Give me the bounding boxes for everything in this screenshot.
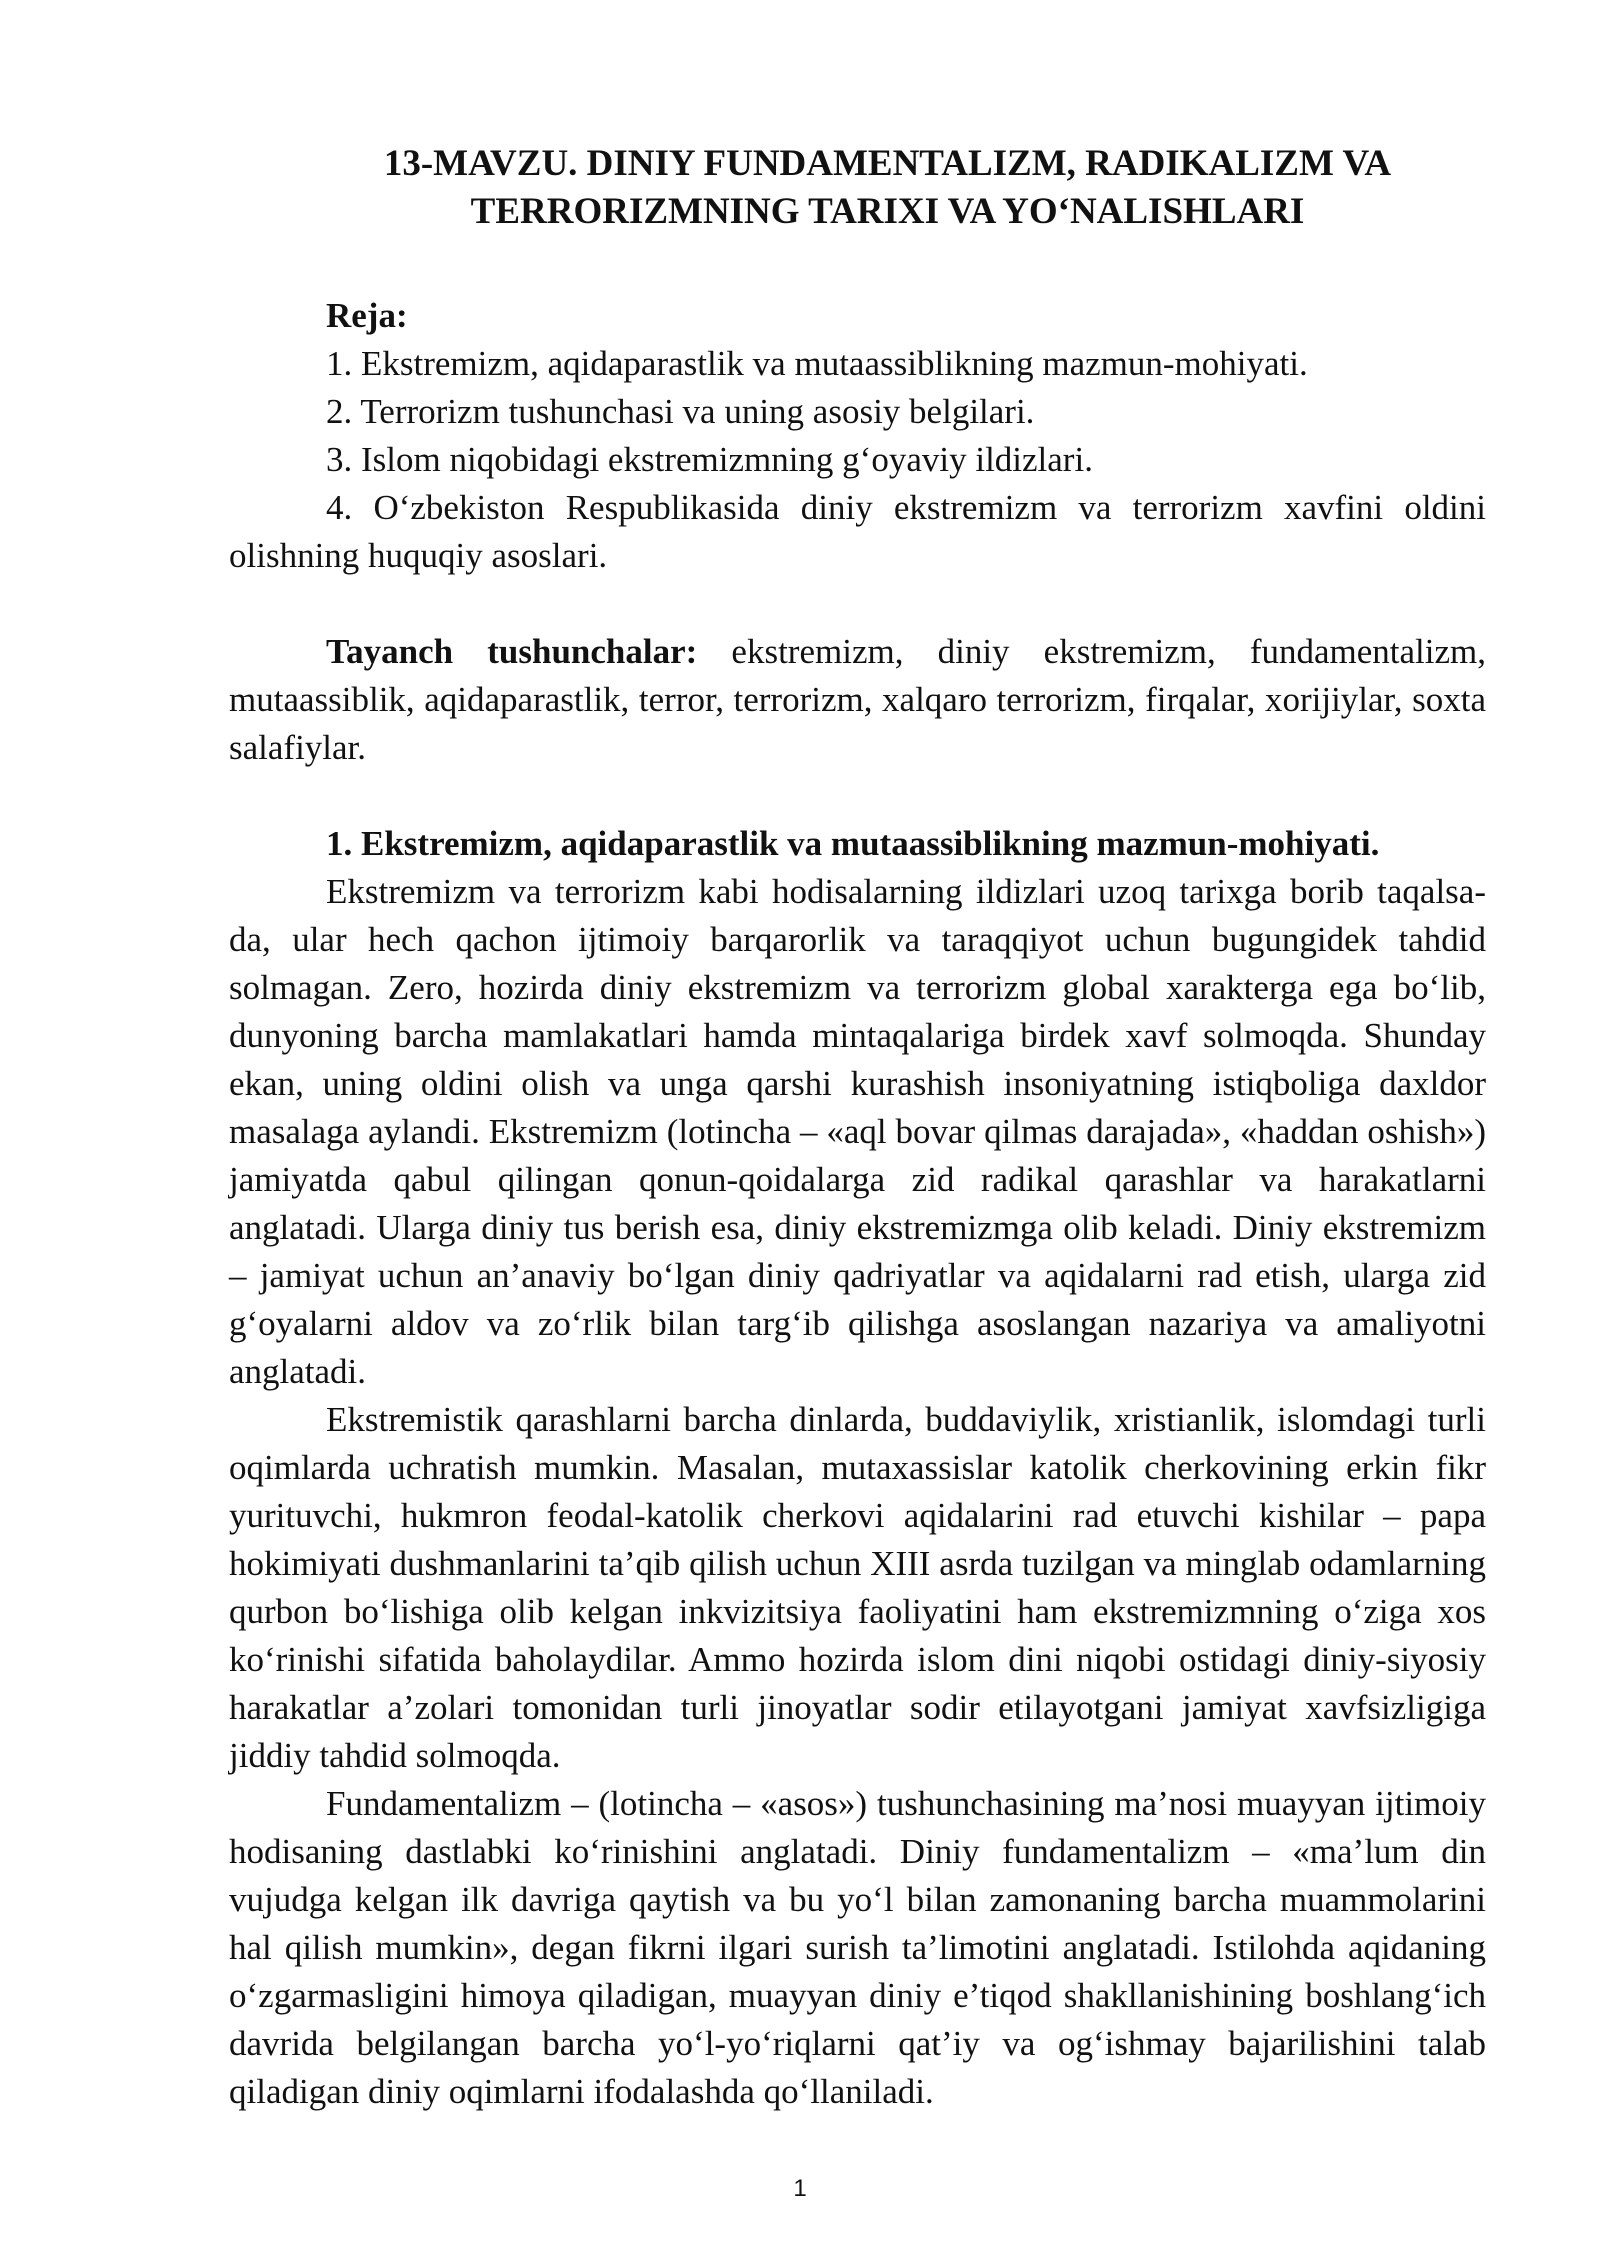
plan-item: 2. Terrorizm tushunchasi va uning asosiy belgilari. bbox=[326, 392, 1035, 431]
document-title-line-1: 13-MAVZU. DINIY FUNDAMENTALIZM, RADIKALIZM VA bbox=[383, 143, 1392, 184]
plan-section bbox=[229, 292, 1486, 580]
plan-item: 4. O‘zbekiston Respublikasida diniy ekstremizm va terrorizm xavfini oldini olishning huquqiy asoslari. bbox=[229, 488, 1486, 575]
section-1-heading: 1. Ekstremizm, aqidaparastlik va mutaassiblikning mazmun-mohiyati. bbox=[326, 824, 1380, 863]
key-concepts-text: ekstremizm, diniy ekstremizm, fundamentalizm, mutaassiblik, aqidaparastlik, terror, terrorizm, xalqaro terrorizm, firqalar, xorijiylar, soxta salafiylar. bbox=[229, 632, 1486, 767]
section-1-body bbox=[229, 868, 1486, 2116]
plan-item: 1. Ekstremizm, aqidaparastlik va mutaassiblikning mazmun-mohiyati. bbox=[326, 344, 1308, 383]
body-paragraph: Fundamentalizm – (lotincha – «asos») tushunchasining ma’nosi muayyan ijtimoiy hodisaning dastlabki ko‘rinishini anglatadi. Diniy fundamentalizm – «ma’lum din vujudga kelgan ilk davriga qaytish va bu yo‘l bilan zamonaning barcha muammolarini hal qilish mumkin», degan fikrni ilgari surish ta’limotini anglatadi. Istilohda aqidaning o‘zgarmasligini himoya qiladigan, muayyan diniy e’tiqod shakllanishining boshlang‘ich davrida belgilangan barcha yo‘l-yo‘riqlarni qat’iy va og‘ishmay bajarilishini talab qiladigan diniy oqimlarni ifodalashda qo‘llaniladi. bbox=[229, 1784, 1486, 2111]
plan-list bbox=[229, 340, 1486, 580]
page-number: 1 bbox=[793, 2175, 807, 2202]
key-concepts-paragraph bbox=[229, 628, 1486, 772]
document-title-line-2: TERRORIZMNING TARIXI VA YO‘NALISHLARI bbox=[470, 191, 1305, 232]
key-concepts-label: Tayanch tushunchalar: bbox=[326, 632, 698, 671]
plan-item: 3. Islom niqobidagi ekstremizmning g‘oyaviy ildizlari. bbox=[326, 440, 1093, 479]
document-title bbox=[229, 140, 1486, 236]
body-paragraph: Ekstremizm va terrorizm kabi hodisalarning ildizlari uzoq tarixga borib taqalsa-da, ular hech qachon ijtimoiy barqarorlik va taraqqiyot uchun bugungidek tahdid solmagan. Zero, hozirda diniy ekstremizm va terrorizm global xarakterga ega bo‘lib, dunyoning barcha mamlakatlari hamda mintaqalariga birdek xavf solmoqda. Shunday ekan, uning oldini olish va unga qarshi kurashish insoniyatning istiqboliga daxldor masalaga aylandi. Ekstremizm (lotincha – «aql bovar qilmas darajada», «haddan oshish») jamiyatda qabul qilingan qonun-qoidalarga zid radikal qarashlar va harakatlarni anglatadi. Ularga diniy tus berish esa, diniy ekstremizmga olib keladi. Diniy ekstremizm – jamiyat uchun an’anaviy bo‘lgan diniy qadriyatlar va aqidalarni rad etish, ularga zid g‘oyalarni aldov va zo‘rlik bilan targ‘ib qilishga asoslangan nazariya va amaliyotni anglatadi. bbox=[229, 872, 1486, 1391]
body-paragraph: Ekstremistik qarashlarni barcha dinlarda, buddaviylik, xristianlik, islomdagi turli oqimlarda uchratish mumkin. Masalan, mutaxassislar katolik cherkovining erkin fikr yurituvchi, hukmron feodal-katolik cherkovi aqidalarini rad etuvchi kishilar – papa hokimiyati dushmanlarini ta’qib qilish uchun XIII asrda tuzilgan va minglab odamlarning qurbon bo‘lishiga olib kelgan inkvizitsiya faoliyatini ham ekstremizmning o‘ziga xos ko‘rinishi sifatida baholaydilar. Ammo hozirda islom dini niqobi ostidagi diniy-siyosiy harakatlar a’zolari tomonidan turli jinoyatlar sodir etilayotgani jamiyat xavfsizligiga jiddiy tahdid solmoqda. bbox=[229, 1400, 1486, 1775]
page-content bbox=[229, 140, 1486, 2116]
plan-heading: Reja: bbox=[326, 296, 408, 335]
